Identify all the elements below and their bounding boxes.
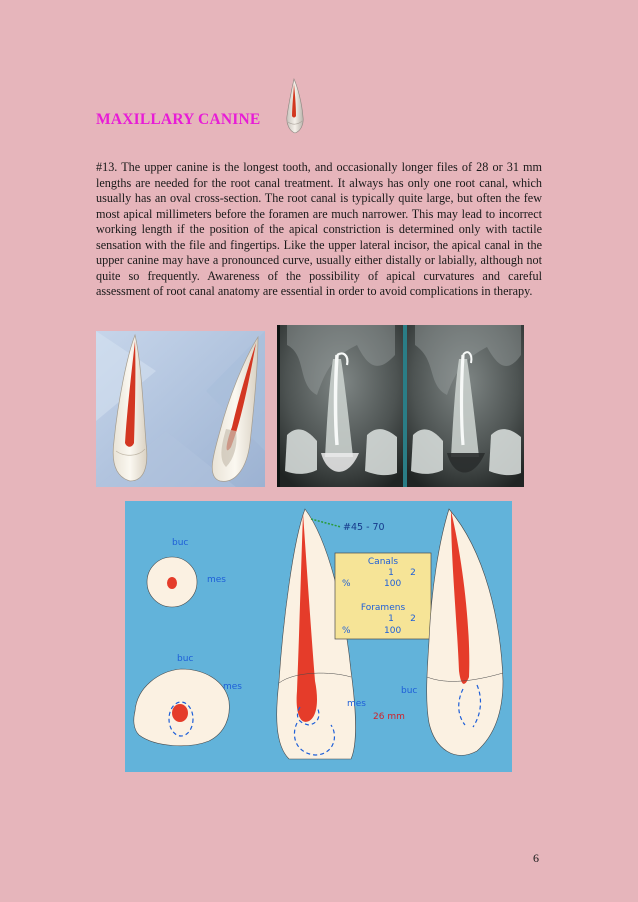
file-size-label: #45 - 70 [343,522,385,533]
foramens-row-label: % [342,626,351,636]
canals-title: Canals [367,557,399,567]
mes-label-top: mes [207,575,226,585]
canine-description: #13. The upper canine is the longest tooth, and occasionally longer files of 28 or 31 mm lengths are needed for the root canal treatment. It always has only one root canal, which usually has an oval cross-section. The root canal is typically quite large, but often the few most apical millimeters before the foramen are much narrower. This may lead to incorrect working length if the position of the apical constriction is determined only with tactile sensation with the file and fingertips. Like the upper lateral incisor, the apical canal in the upper canine may have a pronounced curve, usually either distally or labially, although not quite so frequently. Awareness of the possibility of apical curvatures and careful assessment of root canal anatomy are essential in order to avoid complications in therapy. [96,160,542,299]
canals-foramens-table [335,553,431,639]
page-number: 6 [533,851,539,865]
tooth-length-label: 26 mm [373,712,405,722]
buc-label-bottom: buc [177,654,194,664]
mes-label-bottom: mes [223,682,242,692]
canine-3d-model-image [96,331,265,487]
canals-row-label: % [342,579,351,589]
canine-anatomy-diagram [125,501,512,772]
foramens-col2: 2 [410,614,416,624]
mes-label-tooth: mes [347,699,366,709]
canine-radiograph-image [277,325,524,487]
canals-value: 100 [384,579,402,589]
foramens-value: 100 [384,626,402,636]
canals-col2: 2 [410,568,416,578]
page-title: MAXILLARY CANINE [96,111,261,128]
foramens-col1: 1 [388,614,394,624]
canine-tooth-icon [282,78,308,134]
buc-label-top: buc [172,538,189,548]
buc-label-tooth: buc [401,686,418,696]
canals-col1: 1 [388,568,394,578]
heading-block [96,78,356,134]
foramens-title: Foramens [360,603,406,613]
